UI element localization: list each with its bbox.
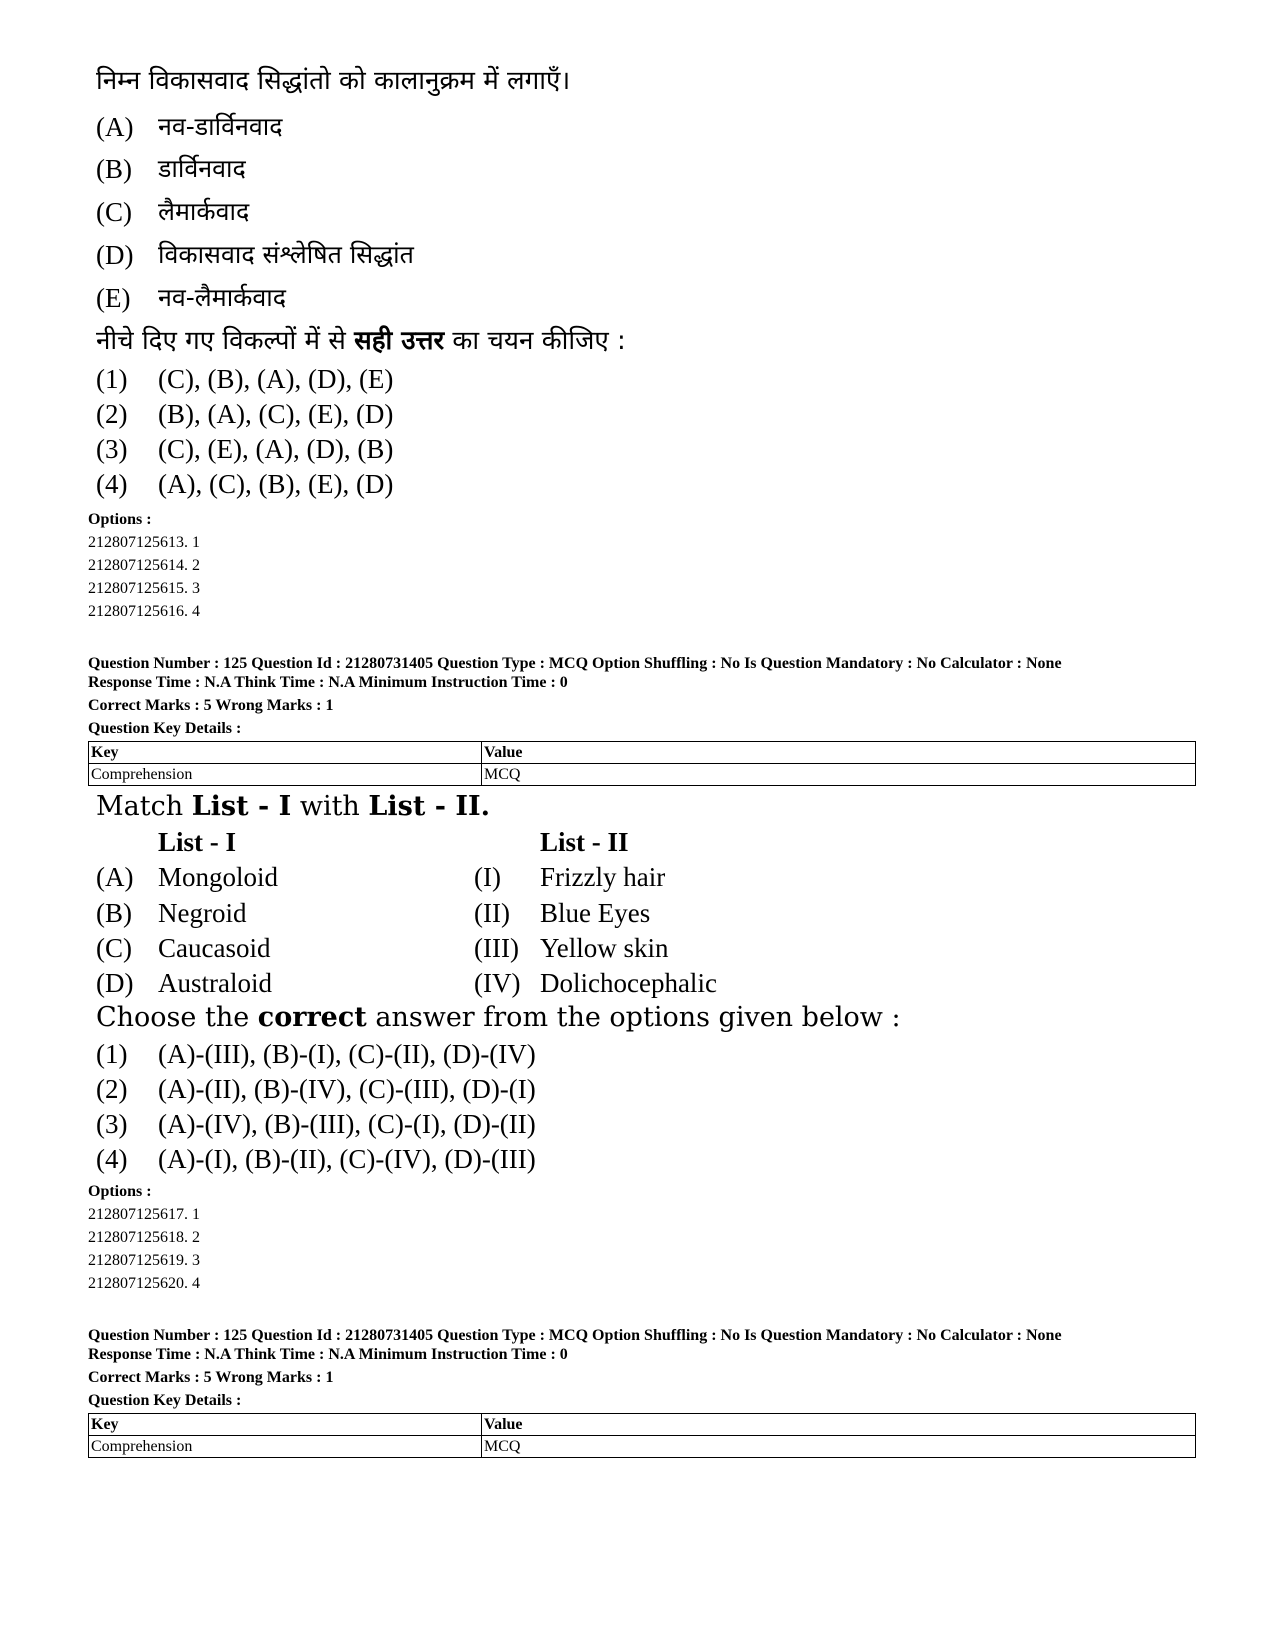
q1-option-id: 212807125616. 4 (88, 603, 200, 620)
q1-item-text: नव-डार्विनवाद (158, 112, 283, 141)
q1-choice-label: (2) (96, 399, 128, 429)
list2-label: (II) (474, 898, 510, 928)
q1-choice-text: (C), (B), (A), (D), (E) (158, 364, 394, 394)
q2-stem-mid: with (291, 791, 369, 822)
q1-choice-text: (C), (E), (A), (D), (B) (158, 434, 394, 464)
q1-stem: निम्न विकासवाद सिद्धांतो को कालानुक्रम में लगाएँ। (96, 66, 571, 96)
list2-label: (I) (474, 862, 501, 892)
q2-instruction-post: answer from the options given below : (366, 1002, 901, 1033)
q2-option-id: 212807125620. 4 (88, 1275, 200, 1292)
q1-item-label: (B) (96, 154, 132, 184)
q1-item-text: डार्विनवाद (158, 154, 246, 183)
q1-instruction-pre: नीचे दिए गए विकल्पों में से (96, 326, 355, 356)
key-table-row (89, 1436, 1196, 1458)
q2-choice-text: (A)-(IV), (B)-(III), (C)-(I), (D)-(II) (158, 1109, 536, 1139)
q2-choice-label: (3) (96, 1109, 128, 1139)
marks-line: Correct Marks : 5 Wrong Marks : 1 (88, 697, 334, 714)
q1-item-label: (C) (96, 197, 132, 227)
q2-choice-text: (A)-(III), (B)-(I), (C)-(II), (D)-(IV) (158, 1039, 536, 1069)
list1-label: (D) (96, 968, 134, 998)
question-meta-line: Response Time : N.A Think Time : N.A Minimum Instruction Time : 0 (88, 1346, 568, 1363)
list2-item: Yellow skin (540, 933, 669, 963)
list1-item: Australoid (158, 968, 272, 998)
value-cell: MCQ (482, 764, 1196, 786)
q2-option-id: 212807125619. 3 (88, 1252, 200, 1269)
key-table-header (89, 742, 1196, 764)
question-meta-line: Response Time : N.A Think Time : N.A Minimum Instruction Time : 0 (88, 674, 568, 691)
q1-choice-text: (A), (C), (B), (E), (D) (158, 469, 394, 499)
value-header-cell: Value (482, 1414, 1196, 1436)
q1-choice-label: (3) (96, 434, 128, 464)
question-meta-line: Question Number : 125 Question Id : 21280731405 Question Type : MCQ Option Shuffling : No Is Question Mandatory : No Calculator : None (88, 655, 1062, 672)
key-details-heading: Question Key Details : (88, 1392, 242, 1409)
q1-options-heading: Options : (88, 511, 152, 528)
key-cell: Comprehension (89, 764, 482, 786)
list2-title: List - II (540, 827, 629, 857)
list1-item: Caucasoid (158, 933, 271, 963)
list1-item: Mongoloid (158, 862, 279, 892)
value-header-cell: Value (482, 742, 1196, 764)
q2-choice-text: (A)-(II), (B)-(IV), (C)-(III), (D)-(I) (158, 1074, 536, 1104)
q1-option-id: 212807125614. 2 (88, 557, 200, 574)
list2-item: Blue Eyes (540, 898, 651, 928)
q2-stem-pre: Match (96, 791, 192, 822)
value-cell: MCQ (482, 1436, 1196, 1458)
q2-choice-label: (1) (96, 1039, 128, 1069)
q1-item-label: (E) (96, 283, 131, 313)
list2-label: (IV) (474, 968, 521, 998)
question-key-table (88, 741, 1196, 786)
q2-choice-label: (2) (96, 1074, 128, 1104)
q1-option-id: 212807125613. 1 (88, 534, 200, 551)
list2-label: (III) (474, 933, 519, 963)
list2-item: Dolichocephalic (540, 968, 717, 998)
q1-choice-text: (B), (A), (C), (E), (D) (158, 399, 394, 429)
q1-choice-label: (1) (96, 364, 128, 394)
marks-line: Correct Marks : 5 Wrong Marks : 1 (88, 1369, 334, 1386)
q2-options-heading: Options : (88, 1183, 152, 1200)
q1-item-text: नव-लैमार्कवाद (158, 283, 287, 312)
q1-item-label: (A) (96, 112, 134, 142)
q2-instruction (96, 1001, 901, 1035)
key-header-cell: Key (89, 742, 482, 764)
q2-stem-bold-list2: List - II. (368, 791, 490, 822)
key-header-cell: Key (89, 1414, 482, 1436)
q2-option-id: 212807125617. 1 (88, 1206, 200, 1223)
question-meta-line: Question Number : 125 Question Id : 21280731405 Question Type : MCQ Option Shuffling : No Is Question Mandatory : No Calculator : None (88, 1327, 1062, 1344)
q2-option-id: 212807125618. 2 (88, 1229, 200, 1246)
list2-item: Frizzly hair (540, 862, 666, 892)
key-cell: Comprehension (89, 1436, 482, 1458)
list1-label: (A) (96, 862, 134, 892)
q2-stem-bold-list1: List - I (191, 791, 292, 822)
q1-choice-label: (4) (96, 469, 128, 499)
q2-instruction-pre: Choose the (96, 1002, 258, 1033)
q1-option-id: 212807125615. 3 (88, 580, 200, 597)
list1-title: List - I (158, 827, 237, 857)
q2-instruction-bold: correct (257, 1002, 367, 1033)
key-table-row (89, 764, 1196, 786)
q1-instruction-bold: सही उत्तर (354, 326, 445, 356)
list1-item: Negroid (158, 898, 247, 928)
q1-item-text: विकासवाद संश्लेषित सिद्धांत (158, 240, 414, 269)
list1-label: (B) (96, 898, 132, 928)
q2-choice-text: (A)-(I), (B)-(II), (C)-(IV), (D)-(III) (158, 1144, 536, 1174)
q1-instruction-post: का चयन कीजिए : (444, 326, 626, 356)
q2-choice-label: (4) (96, 1144, 128, 1174)
q1-item-text: लैमार्कवाद (158, 197, 250, 226)
q2-stem (96, 790, 490, 824)
q1-instruction (96, 324, 626, 358)
key-details-heading: Question Key Details : (88, 720, 242, 737)
list1-label: (C) (96, 933, 132, 963)
question-key-table (88, 1413, 1196, 1458)
key-table-header (89, 1414, 1196, 1436)
q1-item-label: (D) (96, 240, 134, 270)
